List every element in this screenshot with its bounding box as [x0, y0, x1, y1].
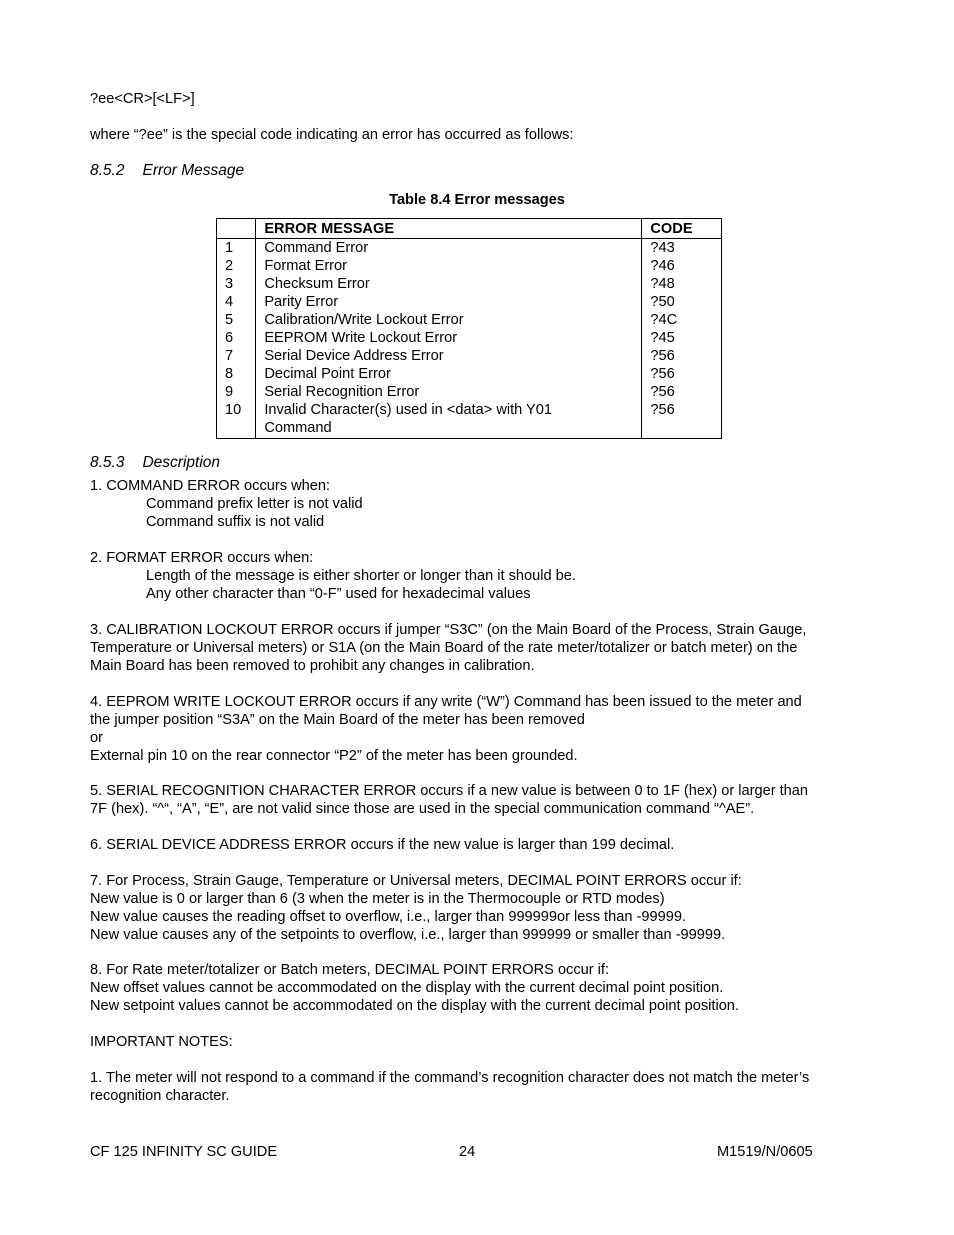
row-message: Checksum Error	[256, 275, 642, 293]
desc-item-5	[90, 782, 870, 818]
section-number: 8.5.2	[90, 162, 125, 179]
row-code: ?43	[642, 239, 722, 258]
table-header-row	[217, 219, 722, 239]
desc-line: Length of the message is either shorter or longer than it should be.	[146, 568, 576, 584]
desc-line: New setpoint values cannot be accommodated on the display with the current decimal point position.	[90, 998, 739, 1014]
desc-line: 4. EEPROM WRITE LOCKOUT ERROR occurs if any write (“W”) Command has been issued to the meter and	[90, 694, 802, 710]
section-heading-852	[90, 162, 244, 180]
desc-line: New value causes any of the setpoints to overflow, i.e., larger than 999999 or smaller than -99999.	[90, 927, 726, 943]
desc-item-4	[90, 693, 870, 765]
row-message: Calibration/Write Lockout Error	[256, 311, 642, 329]
row-num: 4	[217, 293, 256, 311]
table-row	[217, 329, 722, 347]
footer-right: M1519/N/0605	[717, 1144, 813, 1160]
desc-item-8	[90, 961, 870, 1015]
note-1	[90, 1069, 870, 1105]
desc-heading: 1. COMMAND ERROR occurs when:	[90, 478, 331, 494]
desc-line: Command prefix letter is not valid	[146, 496, 363, 512]
section-title: Description	[142, 454, 221, 471]
table-row	[217, 293, 722, 311]
desc-line: External pin 10 on the rear connector “P2” of the meter has been grounded.	[90, 748, 578, 764]
desc-line: the jumper position “S3A” on the Main Board of the meter has been removed	[90, 712, 585, 728]
row-message: Decimal Point Error	[256, 365, 642, 383]
table-row	[217, 239, 722, 258]
row-code: ?48	[642, 275, 722, 293]
desc-item-1	[90, 477, 870, 531]
page-number: 24	[459, 1144, 476, 1160]
row-message: Command Error	[256, 239, 642, 258]
desc-line: 7F (hex). “^“, “A”, “E”, are not valid since those are used in the special communication command “^AE”.	[90, 801, 755, 817]
desc-line: Any other character than “0-F” used for hexadecimal values	[146, 586, 531, 602]
row-code: ?56	[642, 347, 722, 365]
row-message: Parity Error	[256, 293, 642, 311]
row-num: 5	[217, 311, 256, 329]
table-row	[217, 401, 722, 439]
row-code: ?4C	[642, 311, 722, 329]
footer-left: CF 125 INFINITY SC GUIDE	[90, 1144, 278, 1160]
desc-line: 7. For Process, Strain Gauge, Temperature or Universal meters, DECIMAL POINT ERRORS occur if:	[90, 873, 742, 889]
row-num: 9	[217, 383, 256, 401]
desc-line: or	[90, 730, 103, 746]
desc-item-3	[90, 621, 870, 675]
table-row	[217, 365, 722, 383]
header-code: CODE	[642, 219, 722, 239]
error-table	[216, 218, 722, 439]
table-row	[217, 383, 722, 401]
row-message: Serial Recognition Error	[256, 383, 642, 401]
table-row	[217, 257, 722, 275]
row-code: ?56	[642, 383, 722, 401]
where-line: where “?ee” is the special code indicating an error has occurred as follows:	[90, 127, 574, 143]
row-code: ?50	[642, 293, 722, 311]
table-row	[217, 275, 722, 293]
header-message: ERROR MESSAGE	[256, 219, 642, 239]
desc-line: Main Board has been removed to prohibit any changes in calibration.	[90, 658, 535, 674]
row-message: EEPROM Write Lockout Error	[256, 329, 642, 347]
desc-line: New value is 0 or larger than 6 (3 when the meter is in the Thermocouple or RTD modes)	[90, 891, 665, 907]
desc-line: 5. SERIAL RECOGNITION CHARACTER ERROR occurs if a new value is between 0 to 1F (hex) or larger than	[90, 783, 809, 799]
desc-heading: 2. FORMAT ERROR occurs when:	[90, 550, 314, 566]
row-code: ?45	[642, 329, 722, 347]
row-message: Format Error	[256, 257, 642, 275]
row-num: 2	[217, 257, 256, 275]
section-title: Error Message	[142, 162, 245, 179]
section-number: 8.5.3	[90, 454, 125, 471]
row-num: 1	[217, 239, 256, 258]
section-heading-853	[90, 454, 220, 472]
desc-line: Temperature or Universal meters) or S1A (on the Main Board of the rate meter/totalizer or batch meter) on the	[90, 640, 798, 656]
syntax-line: ?ee<CR>[<LF>]	[90, 91, 195, 107]
desc-item-7	[90, 872, 870, 944]
row-num: 8	[217, 365, 256, 383]
desc-line: New offset values cannot be accommodated on the display with the current decimal point position.	[90, 980, 724, 996]
desc-line: 3. CALIBRATION LOCKOUT ERROR occurs if jumper “S3C” (on the Main Board of the Process, Strain Gauge,	[90, 622, 807, 638]
row-num: 3	[217, 275, 256, 293]
desc-line: 1. The meter will not respond to a command if the command’s recognition character does not match the meter’s	[90, 1070, 810, 1086]
row-code: ?56	[642, 365, 722, 383]
header-num	[217, 219, 256, 239]
desc-item-2	[90, 549, 870, 603]
row-message: Invalid Character(s) used in <data> with Y01 Command	[256, 401, 642, 439]
row-num: 7	[217, 347, 256, 365]
row-code: ?46	[642, 257, 722, 275]
row-num: 10	[217, 401, 256, 439]
desc-line: 8. For Rate meter/totalizer or Batch meters, DECIMAL POINT ERRORS occur if:	[90, 962, 610, 978]
row-num: 6	[217, 329, 256, 347]
important-notes-heading	[90, 1033, 870, 1051]
desc-line: Command suffix is not valid	[146, 514, 325, 530]
table-row	[217, 347, 722, 365]
table-row	[217, 311, 722, 329]
notes-heading: IMPORTANT NOTES:	[90, 1034, 233, 1050]
desc-line: New value causes the reading offset to overflow, i.e., larger than 999999or less than -99999.	[90, 909, 687, 925]
desc-item-6	[90, 836, 870, 854]
row-message: Serial Device Address Error	[256, 347, 642, 365]
row-code: ?56	[642, 401, 722, 439]
desc-line: recognition character.	[90, 1088, 230, 1104]
desc-line: 6. SERIAL DEVICE ADDRESS ERROR occurs if the new value is larger than 199 decimal.	[90, 837, 675, 853]
table-caption: Table 8.4 Error messages	[389, 192, 565, 208]
